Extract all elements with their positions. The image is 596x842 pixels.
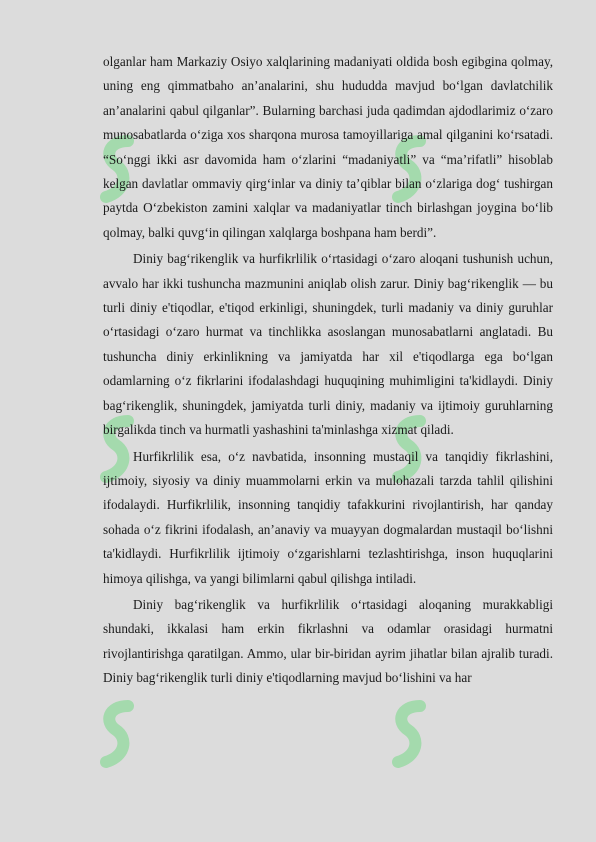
paragraph-4: Diniy bagʻrikenglik va hurfikrlilik oʻrtasidagi aloqaning murakkabligi shundaki, ikkalasi ham erkin fikrlashni va odamlar orasidagi hurmatni rivojlantirishga qaratilgan. Ammo, ular bir-biridan ayrim jihatlar bilan ajralib turadi. Diniy bagʻrikenglik turli diniy e'tiqodlarning mavjud boʻlishini va har	[103, 596, 553, 686]
document-body	[103, 50, 553, 691]
paragraph-1: olganlar ham Markaziy Osiyo xalqlarining madaniyati oldida bosh egibgina qolmay, uning eng qimmatbaho an’analarini, shu hududda mavjud boʻlgan davlatchilik an’analarini qabul qilganlar”. Bularning barchasi juda qadimdan ajdodlarimiz oʻzaro munosabatlarda oʻziga xos sharqona murosa tamoyillariga amal qilganini koʻrsatadi. “Soʻnggi ikki asr davomida ham oʻzlarini “madaniyatli” va “ma’rifatli” hisoblab kelgan davlatlar ommaviy qirgʻinlar va diniy ta’qiblar bilan oʻzlariga dogʻ tushirgan paytda Oʻzbekiston zamini xalqlar va madaniyatlar tinch birlashgan joygina boʻlib qolmay, balki quvgʻin qilingan xalqlarga boshpana ham berdi”.	[103, 54, 553, 240]
paragraph-3: Hurfikrlilik esa, oʻz navbatida, insonning mustaqil va tanqidiy fikrlashini, ijtimoiy, siyosiy va diniy muammolarni erkin va mulohazali tarzda tahlil qilishini ifodalaydi. Hurfikrlilik, insonning tanqidiy tafakkurini rivojlantirish, har qanday sohada oʻz fikrini ifodalash, an’anaviy va muayyan dogmalardan mustaqil boʻlishni ta'kidlaydi. Hurfikrlilik ijtimoiy oʻzgarishlarni tezlashtirishga, inson huquqlarini himoya qilishga, va yangi bilimlarni qabul qilishga intiladi.	[103, 448, 553, 586]
s-logo-icon	[390, 700, 434, 770]
s-logo-icon	[98, 700, 142, 770]
paragraph-2: Diniy bagʻrikenglik va hurfikrlilik oʻrtasidagi oʻzaro aloqani tushunish uchun, avvalo har ikki tushuncha mazmunini aniqlab olish zarur. Diniy bagʻrikenglik — bu turli diniy e'tiqodlar, e'tiqod erkinligi, shuningdek, turli madaniy va diniy guruhlar oʻrtasidagi oʻzaro hurmat va tinchlikka asoslangan munosabatlarni anglatadi. Bu tushuncha diniy erkinlikning va jamiyatda har xil e'tiqodlarga ega boʻlgan odamlarning oʻz fikrlarini ifodalashdagi huquqining muhimligini ta'kidlaydi. Diniy bagʻrikenglik, shuningdek, jamiyatda turli diniy, madaniy va ijtimoiy guruhlarning birgalikda tinch va hurmatli yashashini ta'minlashga xizmat qiladi.	[103, 251, 553, 438]
